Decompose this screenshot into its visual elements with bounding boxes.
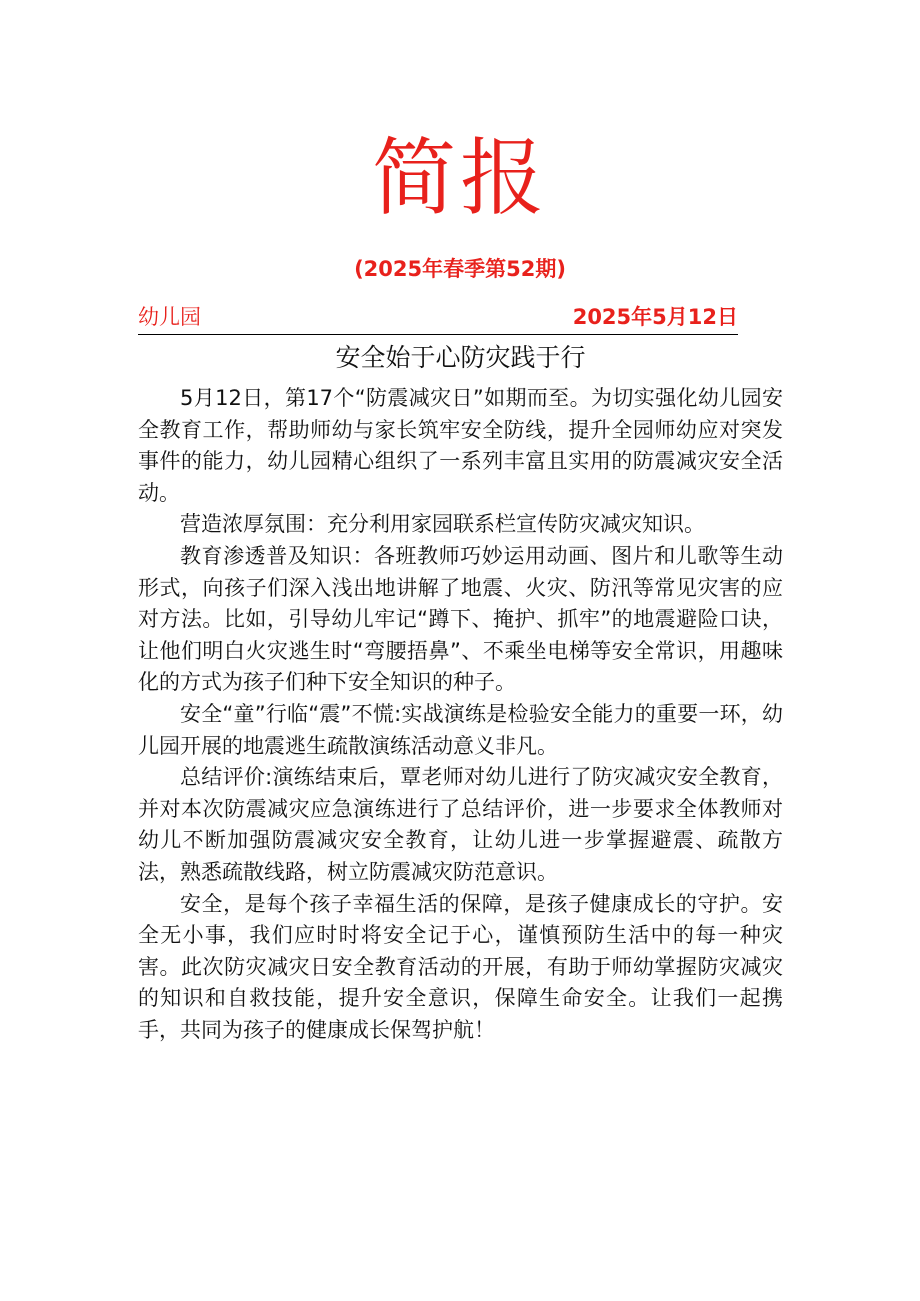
header-row	[138, 302, 738, 335]
article-headline: 安全始于心防灾践于行	[335, 343, 586, 372]
article-paragraph: 总结评价:演练结束后，覃老师对幼儿进行了防灾减灾安全教育，并对本次防震减灾应急演练进行了总结评价，进一步要求全体教师对幼儿不断加强防震减灾安全教育，让幼儿进一步掌握避震、疏散方法，熟悉疏散线路，树立防震减灾防范意识。	[138, 765, 783, 884]
article-paragraph: 教育渗透普及知识：各班教师巧妙运用动画、图片和儿歌等生动形式，向孩子们深入浅出地讲解了地震、火灾、防汛等常见灾害的应对方法。比如，引导幼儿牢记“蹲下、掩护、抓牢”的地震避险口诀，让他们明白火灾逃生时“弯腰捂鼻”、不乘坐电梯等安全常识，用趣味化的方式为孩子们种下安全知识的种子。	[138, 543, 783, 695]
article-paragraph: 安全“童”行临“震”不慌:实战演练是检验安全能力的重要一环，幼儿园开展的地震逃生疏散演练活动意义非凡。	[138, 701, 783, 758]
masthead-title: 简报	[371, 129, 548, 227]
issue-number: (2025年春季第52期)	[354, 257, 566, 281]
article-body	[138, 383, 783, 1046]
issue-date: 2025年5月12日	[572, 305, 738, 329]
article-paragraph: 营造浓厚氛围：充分利用家园联系栏宣传防灾减灾知识。	[180, 512, 705, 537]
article-paragraph: 安全，是每个孩子幸福生活的保障，是孩子健康成长的守护。安全无小事，我们应时时将安全记于心，谨慎预防生活中的每一种灾害。此次防灾减灾日安全教育活动的开展，有助于师幼掌握防灾减灾的知识和自救技能，提升安全意识，保障生命安全。让我们一起携手，共同为孩子的健康成长保驾护航！	[138, 891, 783, 1042]
organization-name: 幼儿园	[138, 305, 201, 329]
article-paragraph: 5月12日，第17个“防震减灾日”如期而至。为切实强化幼儿园安全教育工作，帮助师幼与家长筑牢安全防线，提升全园师幼应对突发事件的能力，幼儿园精心组织了一系列丰富且实用的防震减灾安全活动。	[138, 386, 783, 505]
